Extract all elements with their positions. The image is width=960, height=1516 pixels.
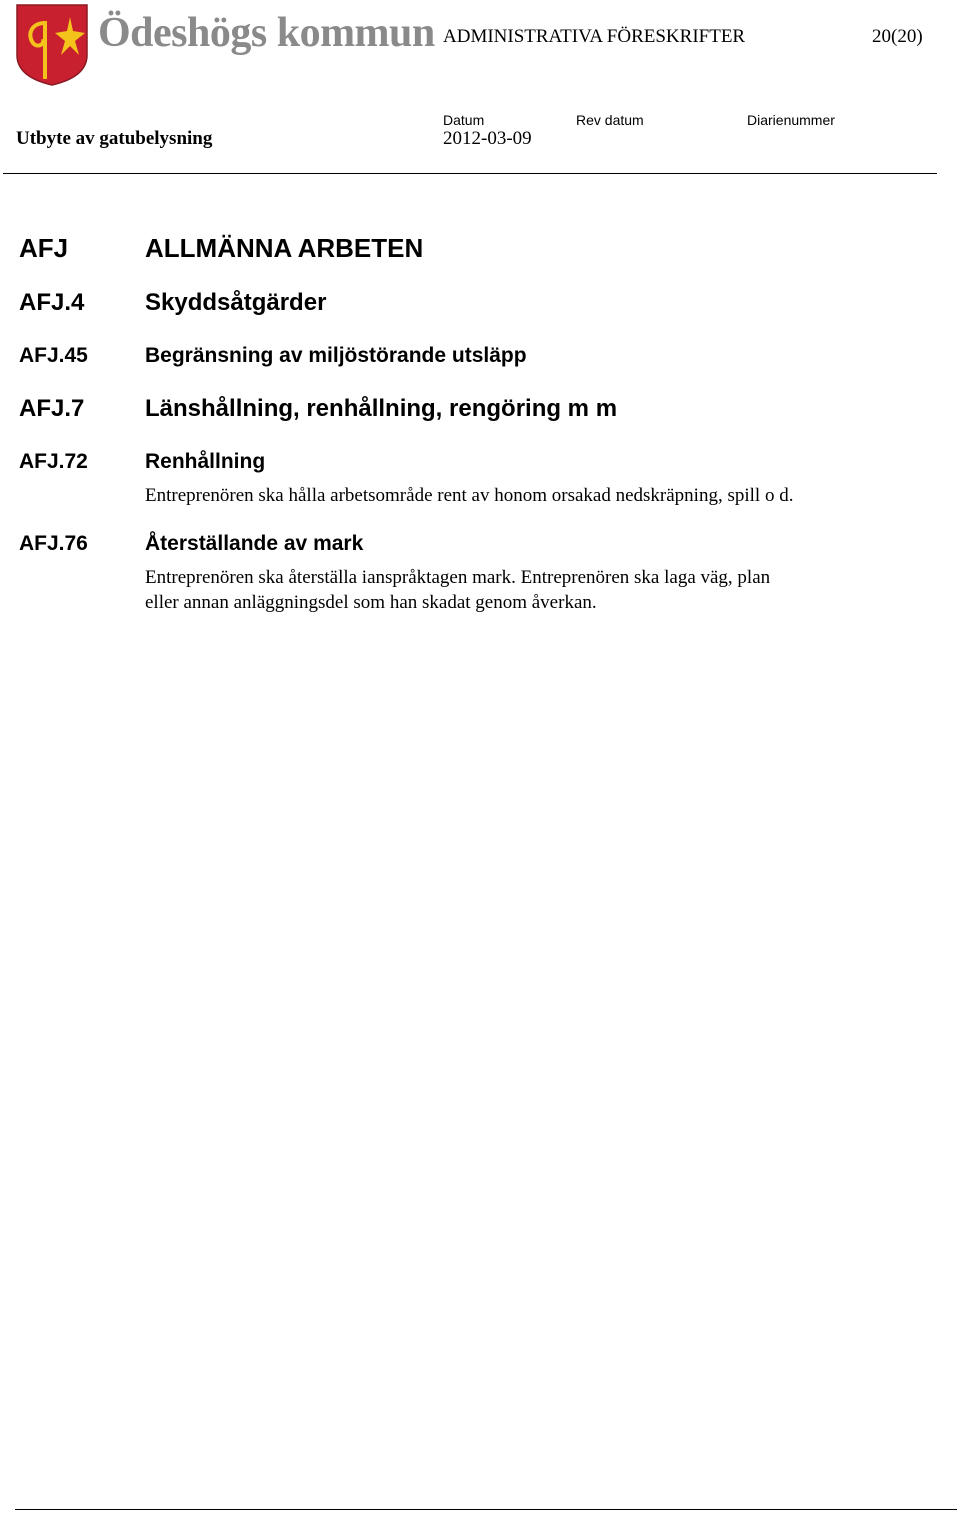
registration-number-label: Diarienummer <box>747 112 835 128</box>
body-text: Entreprenören ska återställa ianspråktagen mark. Entreprenören ska laga väg, plan <box>145 567 771 588</box>
coat-of-arms-icon <box>15 3 89 87</box>
section-heading: Återställande av mark <box>145 532 364 555</box>
section-heading: ALLMÄNNA ARBETEN <box>145 233 424 263</box>
section-code: AFJ <box>19 233 69 263</box>
section-code: AFJ.4 <box>19 289 85 316</box>
section-code: AFJ.45 <box>19 344 88 367</box>
section-code: AFJ.72 <box>19 450 88 473</box>
section-code: AFJ.7 <box>19 395 85 422</box>
section-heading: Länshållning, renhållning, rengöring m m <box>145 395 618 422</box>
section-code: AFJ.76 <box>19 532 88 555</box>
rev-date-label: Rev datum <box>576 112 644 128</box>
body-text: Entreprenören ska hålla arbetsområde rent av honom orsakad nedskräpning, spill o d. <box>145 485 794 506</box>
section-heading: Begränsning av miljöstörande utsläpp <box>145 344 527 367</box>
date-label: Datum <box>443 112 485 128</box>
page-number: 20(20) <box>872 26 923 47</box>
document-title: Utbyte av gatubelysning <box>16 128 213 149</box>
document-date: 2012-03-09 <box>443 128 532 149</box>
municipality-logo <box>15 3 89 87</box>
body-text: eller annan anläggningsdel som han skadat genom åverkan. <box>145 592 597 613</box>
document-type: ADMINISTRATIVA FÖRESKRIFTER <box>443 26 746 47</box>
header-divider <box>3 173 937 174</box>
org-name: Ödeshögs kommun <box>98 10 435 56</box>
section-heading: Skyddsåtgärder <box>145 289 327 316</box>
footer-divider <box>15 1509 957 1510</box>
section-heading: Renhållning <box>145 450 266 473</box>
